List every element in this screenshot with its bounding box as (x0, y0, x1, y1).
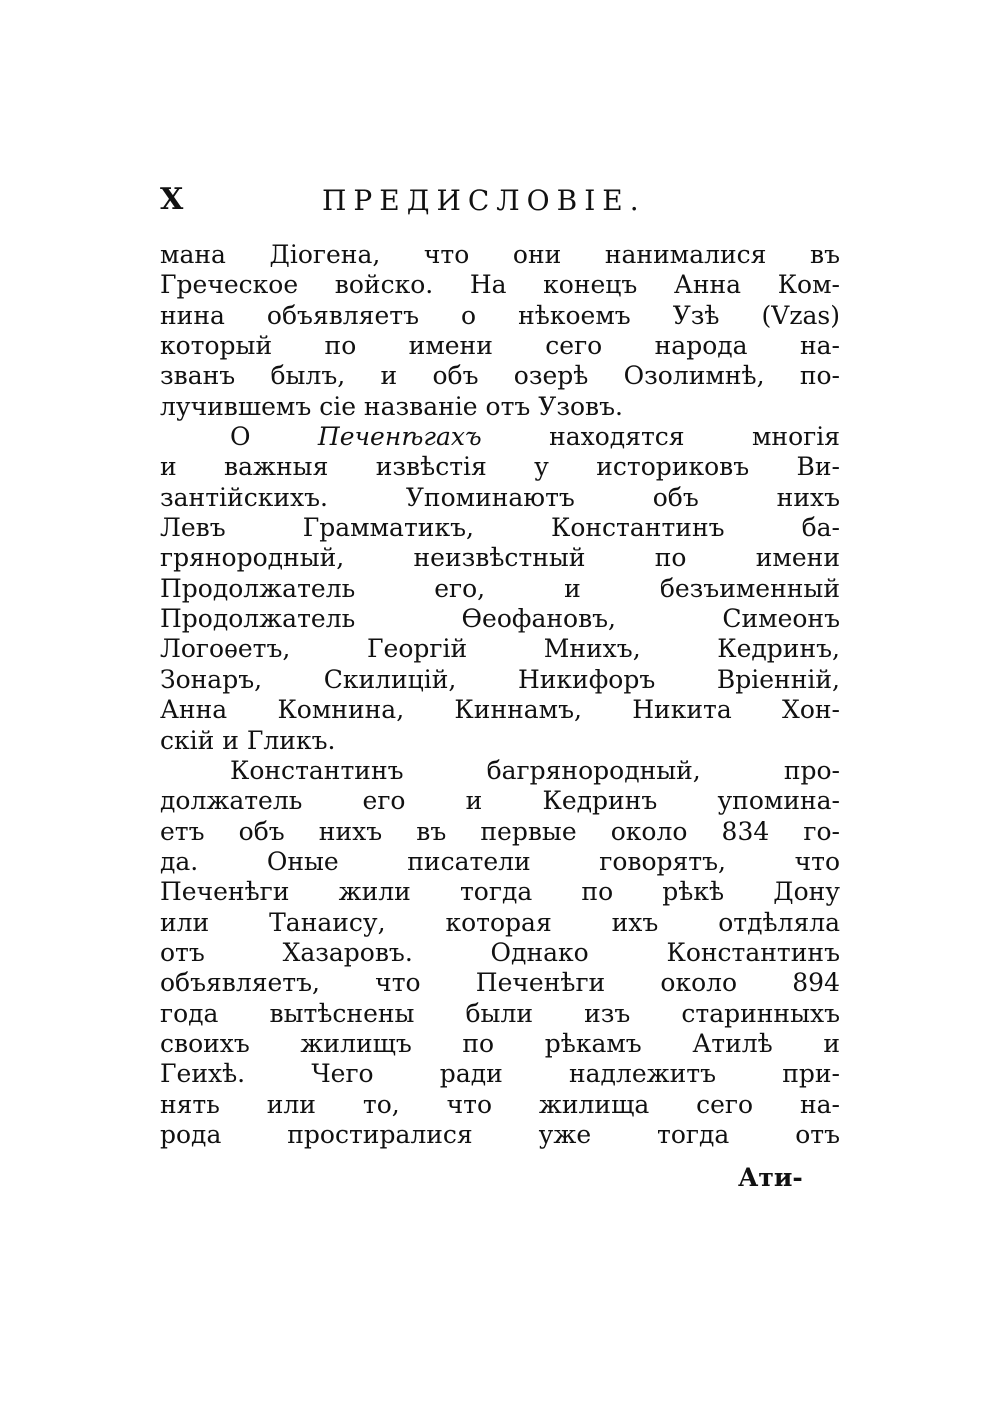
text-line: Зонаръ, Скилицiй, Никифоръ Вріеннiй, (160, 664, 840, 694)
running-title: ПРЕДИСЛОВIЕ. (322, 184, 646, 217)
text-line-start: О (230, 422, 318, 452)
text-line: нина объявляетъ о нѣкоемъ Узѣ (Vzas) (160, 300, 840, 330)
text-line: который по имени сего народа на- (160, 331, 840, 361)
text-line: рода простиралися уже тогда отъ (160, 1119, 840, 1149)
text-line: нять или то, что жилища сего на- (160, 1089, 840, 1119)
text-line: Константинъ багрянородный, про- (230, 755, 840, 785)
text-line: должатель его и Кедринъ упомина- (160, 786, 840, 816)
text-line: или Танаису, которая ихъ отдѣляла (160, 907, 840, 937)
text-line: отъ Хазаровъ. Однако Константинъ (160, 937, 840, 967)
text-line: грянородный, неизвѣстный по имени (160, 543, 840, 573)
text-line: Печенѣги жили тогда по рѣкѣ Дону (160, 877, 840, 907)
text-line: мана Дiогена, что они нанималися въ (160, 240, 840, 269)
body-text (160, 240, 840, 1150)
text-line: скiй и Гликъ. (160, 725, 336, 755)
text-line: лучившемъ сiе названiе отъ Узовъ. (160, 391, 623, 421)
text-line: да. Оные писатели говорятъ, что (160, 846, 840, 876)
text-line-end: находятся многiя (481, 422, 840, 452)
text-line: Левъ Грамматикъ, Константинъ ба- (160, 513, 840, 543)
page-number: X (160, 182, 185, 217)
text-line: и важныя извѣстiя у историковъ Ви- (160, 452, 840, 482)
text-line: года вытѣснены были изъ старинныхъ (160, 998, 840, 1028)
text-line: объявляетъ, что Печенѣги около 894 (160, 968, 840, 998)
page-header (160, 182, 840, 222)
catchword: Ати- (738, 1163, 803, 1192)
text-line: зантiйскихъ. Упоминаютъ объ нихъ (160, 482, 840, 512)
text-line (160, 422, 840, 452)
text-line: своихъ жилищъ по рѣкамъ Атилѣ и (160, 1028, 840, 1058)
text-line: Греческое войско. На конецъ Анна Ком- (160, 270, 840, 300)
text-line: званъ былъ, и объ озерѣ Озолимнѣ, по- (160, 361, 840, 391)
text-line: Логоѳетъ, Георгiй Мнихъ, Кедринъ, (160, 634, 840, 664)
text-line: Геихѣ. Чего ради надлежитъ при- (160, 1059, 840, 1089)
text-line: етъ объ нихъ въ первые около 834 го- (160, 816, 840, 846)
text-line: Продолжатель Ѳеофановъ, Симеонъ (160, 604, 840, 634)
text-line: Анна Комнина, Киннамъ, Никита Хон- (160, 695, 840, 725)
text-line: Продолжатель его, и безъименный (160, 573, 840, 603)
italic-term: Печенѣгахъ (317, 422, 482, 452)
